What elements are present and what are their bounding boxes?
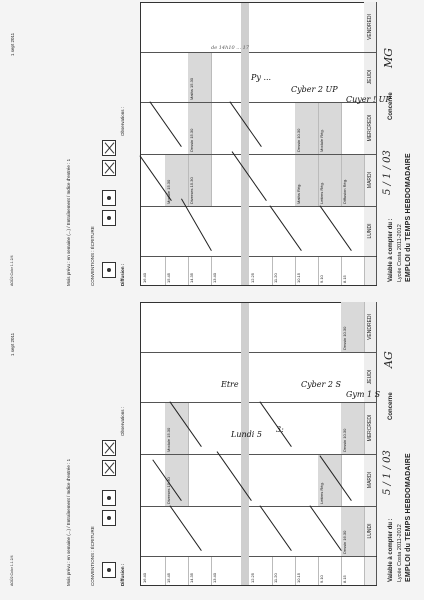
course-cell: Lettres Rég. bbox=[318, 454, 342, 506]
checkbox bbox=[102, 510, 116, 526]
checkbox bbox=[102, 210, 116, 226]
observations-label: Observations : bbox=[120, 406, 125, 436]
time-cell: 10.15 bbox=[295, 557, 319, 585]
handwritten-note: Py ... bbox=[251, 73, 272, 82]
time-cell: 12.25 bbox=[249, 557, 273, 585]
time-cell: 15.45 bbox=[165, 257, 189, 285]
time-cell: 12.25 bbox=[249, 257, 273, 285]
time-cell: 16.40 bbox=[141, 257, 166, 285]
time-cell: 13.40 bbox=[211, 557, 242, 585]
checkbox-crossed bbox=[102, 140, 116, 156]
conventions-label: CONVENTIONS : ÉCRITURE bbox=[90, 526, 95, 586]
course-cell: Module 15.30 bbox=[165, 154, 189, 206]
handwritten-note: Cyber 2 S bbox=[301, 380, 341, 389]
day-column-vendredi bbox=[141, 2, 376, 53]
day-header: MERCREDI bbox=[364, 402, 377, 454]
handwritten-note: Cuyer ! UP bbox=[346, 95, 391, 104]
course-cell: Dessin 15.30 bbox=[188, 102, 212, 154]
sheet-title: EMPLOI du TEMPS HEBDOMADAIRE bbox=[405, 453, 412, 582]
diffusion-boxes bbox=[102, 140, 116, 176]
day-column-mercredi bbox=[141, 102, 376, 155]
time-cell: 8.15 bbox=[341, 557, 365, 585]
course-cell: Maths 15.30 bbox=[188, 52, 212, 102]
time-cell: 16.40 bbox=[141, 557, 166, 585]
checkbox bbox=[102, 190, 116, 206]
checkbox bbox=[102, 490, 116, 506]
time-column bbox=[141, 257, 376, 285]
course-cell: Dessin 16.30 bbox=[341, 506, 365, 556]
diffusion-boxes bbox=[102, 562, 116, 578]
diffusion-label: Diffusion : bbox=[120, 563, 125, 586]
sheet-subtitle: Lycée Costa 2011-2012 bbox=[397, 224, 403, 282]
concerne-label: Concerne bbox=[388, 392, 394, 420]
sheet-title: EMPLOI du TEMPS HEBDOMADAIRE bbox=[405, 153, 412, 282]
sheet-footer bbox=[6, 304, 132, 586]
checkbox-crossed bbox=[102, 440, 116, 456]
course-cell: Dessin 10.30 bbox=[341, 302, 365, 352]
day-header: MARDI bbox=[364, 454, 377, 506]
day-header: VENDREDI bbox=[364, 302, 377, 352]
valid-from-label: Valable à compter du : bbox=[388, 518, 394, 582]
course-cell: Diverses 15.30 bbox=[188, 154, 212, 206]
print-date: 1 sept 2011 bbox=[10, 32, 15, 56]
time-header bbox=[364, 557, 377, 585]
course-cell: Dessin 10.30 bbox=[341, 402, 365, 454]
checkbox-crossed bbox=[102, 460, 116, 476]
time-cell: 14.35 bbox=[188, 557, 212, 585]
course-cell: Diffusion Rég. bbox=[341, 154, 365, 206]
sheet-subtitle: Lycée Costa 2011-2012 bbox=[397, 524, 403, 582]
handwritten-note: Etre bbox=[221, 380, 239, 389]
time-cell: 13.40 bbox=[211, 257, 242, 285]
course-cell: Maths Rég. bbox=[295, 154, 319, 206]
timetable-grid bbox=[140, 302, 381, 586]
valid-from-handwritten: 5 / 1 / 03 bbox=[382, 150, 393, 195]
handwritten-note: 3: bbox=[276, 425, 284, 434]
sheet-2-rotated-content bbox=[0, 300, 424, 600]
lunch-band bbox=[241, 303, 249, 585]
day-header: LUNDI bbox=[364, 206, 377, 256]
course-cell: Diverses 15.30 bbox=[165, 454, 189, 506]
observations-label: Observations : bbox=[120, 106, 125, 136]
time-cell: 14.35 bbox=[188, 257, 212, 285]
checkbox-crossed bbox=[102, 160, 116, 176]
form-code: AOÛ2 Color 1.1 2/4 bbox=[10, 255, 14, 286]
day-header: JEUDI bbox=[364, 352, 377, 402]
legend-text: Mois prévu : en semaine (...) / Entraînement / Indice d'entrée : 1 bbox=[66, 458, 71, 586]
valid-from-handwritten: 5 / 1 / 03 bbox=[382, 450, 393, 495]
day-column-lundi bbox=[141, 206, 376, 257]
handwritten-note: Cyber 2 UP bbox=[291, 85, 338, 94]
diffusion-label: Diffusion : bbox=[120, 263, 125, 286]
time-cell: 8.15 bbox=[341, 257, 365, 285]
course-cell: Module Rég. bbox=[318, 102, 342, 154]
handwritten-note: Lundi 5 bbox=[231, 430, 262, 439]
day-column-mardi bbox=[141, 154, 376, 207]
time-cell: 9.10 bbox=[318, 257, 342, 285]
time-column bbox=[141, 557, 376, 585]
valid-from-label: Valable à compter du : bbox=[388, 218, 394, 282]
timetable-sheet-2 bbox=[0, 300, 424, 600]
day-column-mardi bbox=[141, 454, 376, 507]
day-header: MARDI bbox=[364, 154, 377, 206]
diffusion-boxes bbox=[102, 490, 116, 526]
time-cell: 11.20 bbox=[272, 257, 296, 285]
diffusion-boxes bbox=[102, 190, 116, 226]
day-column-jeudi bbox=[141, 352, 376, 403]
day-header: JEUDI bbox=[364, 52, 377, 102]
print-date: 1 sept 2011 bbox=[10, 332, 15, 356]
day-header: MERCREDI bbox=[364, 102, 377, 154]
diffusion-boxes bbox=[102, 262, 116, 278]
sheet-footer bbox=[6, 4, 132, 286]
course-cell: Dessin 10.30 bbox=[295, 102, 319, 154]
day-column-vendredi bbox=[141, 302, 376, 353]
legend-text: Mois prévu : en semaine (...) / Entraînement / Indice d'entrée : 1 bbox=[66, 158, 71, 286]
form-code: AOÛ2 Color 1.1 2/4 bbox=[10, 555, 14, 586]
concerne-handwritten: AG bbox=[382, 351, 395, 368]
course-cell: Module 15.30 bbox=[165, 402, 189, 454]
time-cell: 11.20 bbox=[272, 557, 296, 585]
day-header: LUNDI bbox=[364, 506, 377, 556]
handwritten-note: de 14h10 ... 17 bbox=[211, 45, 250, 51]
time-header bbox=[364, 257, 377, 285]
concerne-label: Concerne bbox=[388, 92, 394, 120]
checkbox bbox=[102, 562, 116, 578]
checkbox bbox=[102, 262, 116, 278]
time-cell: 15.45 bbox=[165, 557, 189, 585]
handwritten-note: Gym 1 S bbox=[346, 390, 381, 399]
diffusion-boxes bbox=[102, 440, 116, 476]
course-cell: Lettres Rég. bbox=[318, 154, 342, 206]
concerne-handwritten: MG bbox=[382, 47, 395, 68]
day-header: VENDREDI bbox=[364, 2, 377, 52]
time-cell: 10.15 bbox=[295, 257, 319, 285]
conventions-label: CONVENTIONS : ÉCRITURE bbox=[90, 226, 95, 286]
time-cell: 9.10 bbox=[318, 557, 342, 585]
